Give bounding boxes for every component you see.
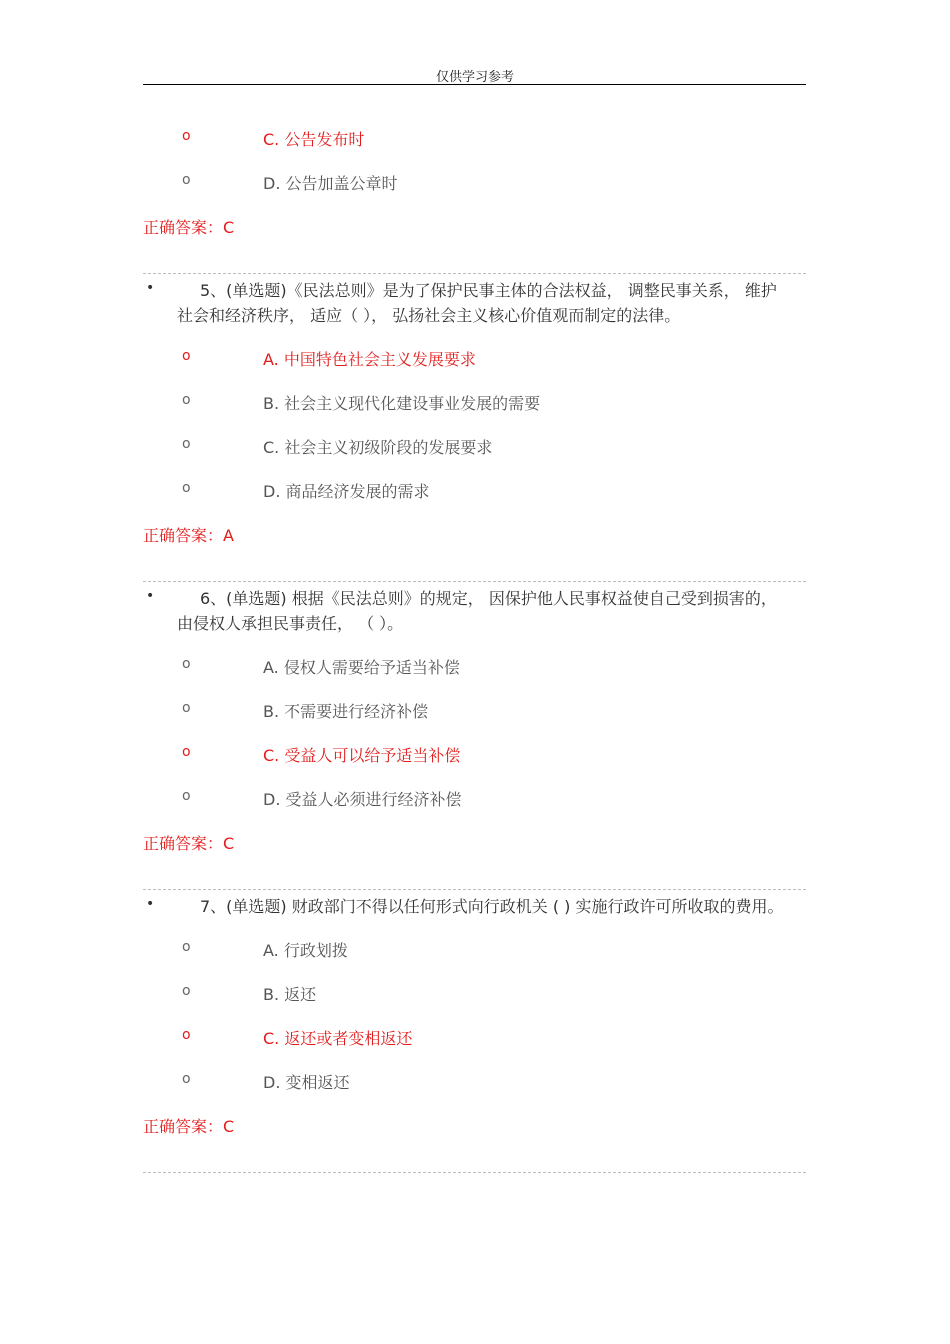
option-marker: o [182, 128, 191, 144]
option-c[interactable]: C. 社会主义初级阶段的发展要求 [263, 438, 493, 457]
option-d[interactable]: D. 变相返还 [263, 1073, 350, 1092]
header-rule [143, 84, 806, 85]
option-marker: o [182, 939, 191, 955]
option-marker: o [182, 348, 191, 364]
option-d[interactable]: D. 公告加盖公章时 [263, 174, 398, 193]
option-marker: o [182, 480, 191, 496]
question-bullet: • [146, 896, 155, 912]
separator [143, 1172, 806, 1173]
question-text: 由侵权人承担民事责任， （ ）。 [177, 614, 404, 633]
question-text: 6、(单选题) 根据《民法总则》的规定， 因保护他人民事权益使自己受到损害的， [200, 589, 777, 608]
option-b[interactable]: B. 不需要进行经济补偿 [263, 702, 429, 721]
question-text: 社会和经济秩序， 适应（ ）， 弘扬社会主义核心价值观而制定的法律。 [177, 306, 681, 325]
option-marker: o [182, 656, 191, 672]
correct-answer: 正确答案：C [143, 1117, 235, 1136]
option-marker: o [182, 436, 191, 452]
option-marker: o [182, 1027, 191, 1043]
question-bullet: • [146, 280, 155, 296]
option-marker: o [182, 392, 191, 408]
option-d[interactable]: D. 商品经济发展的需求 [263, 482, 430, 501]
page-header: 仅供学习参考 [435, 70, 514, 85]
option-d[interactable]: D. 受益人必须进行经济补偿 [263, 790, 462, 809]
question-text: 7、(单选题) 财政部门不得以任何形式向行政机关 ( ) 实施行政许可所收取的费用。 [200, 897, 784, 916]
correct-answer: 正确答案：C [143, 218, 235, 237]
correct-answer: 正确答案：C [143, 834, 235, 853]
correct-answer: 正确答案：A [143, 526, 234, 545]
separator [143, 889, 806, 890]
option-a[interactable]: A. 侵权人需要给予适当补偿 [263, 658, 460, 677]
separator [143, 273, 806, 274]
option-marker: o [182, 788, 191, 804]
option-b[interactable]: B. 社会主义现代化建设事业发展的需要 [263, 394, 541, 413]
question-text: 5、(单选题)《民法总则》是为了保护民事主体的合法权益， 调整民事关系， 维护 [200, 281, 777, 300]
option-marker: o [182, 700, 191, 716]
option-c[interactable]: C. 公告发布时 [263, 130, 365, 149]
option-c[interactable]: C. 返还或者变相返还 [263, 1029, 413, 1048]
option-marker: o [182, 1071, 191, 1087]
option-b[interactable]: B. 返还 [263, 985, 317, 1004]
option-marker: o [182, 172, 191, 188]
question-bullet: • [146, 588, 155, 604]
option-a[interactable]: A. 行政划拨 [263, 941, 348, 960]
option-c[interactable]: C. 受益人可以给予适当补偿 [263, 746, 461, 765]
option-marker: o [182, 744, 191, 760]
separator [143, 581, 806, 582]
option-a[interactable]: A. 中国特色社会主义发展要求 [263, 350, 476, 369]
option-marker: o [182, 983, 191, 999]
